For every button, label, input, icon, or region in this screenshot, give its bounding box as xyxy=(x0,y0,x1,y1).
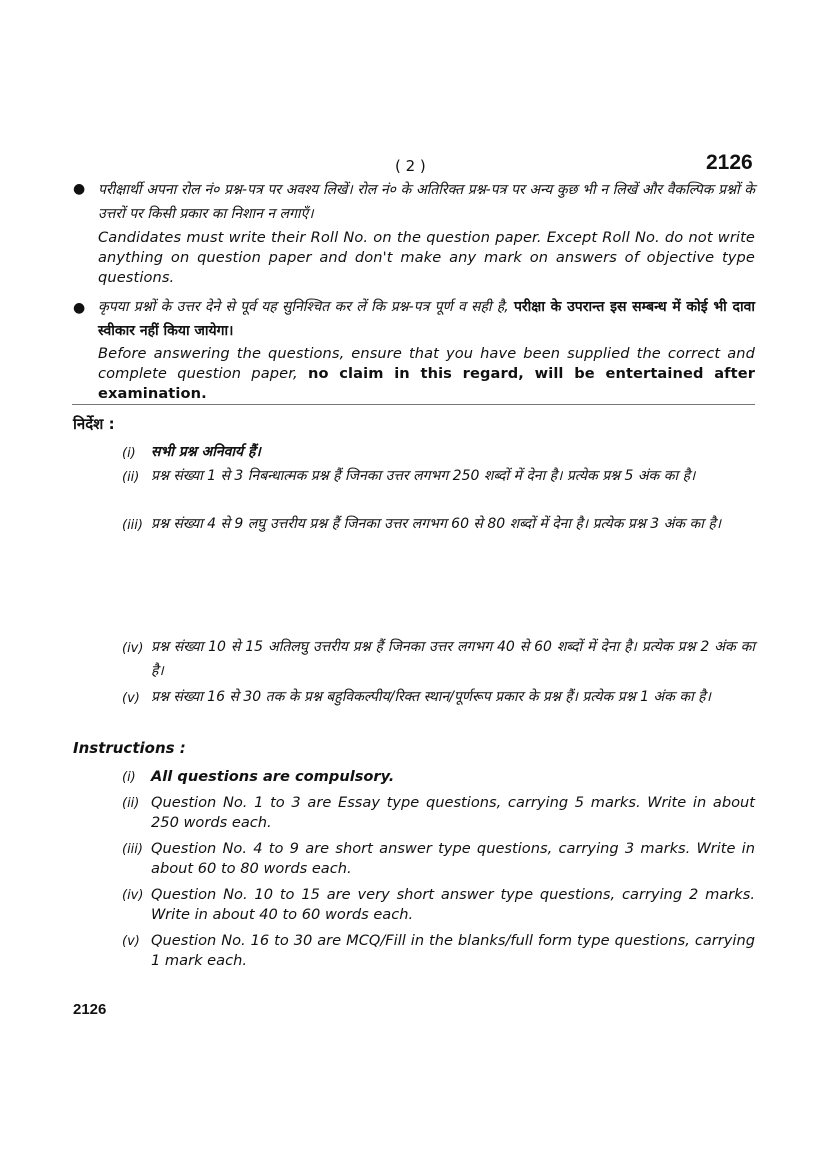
paper-code: 2126 xyxy=(706,151,753,174)
instruction-num: (i) xyxy=(122,770,136,785)
hindi-item-num: (i) xyxy=(122,446,136,461)
hindi-item: प्रश्न संख्या 4 से 9 लघु उत्तरीय प्रश्न हैं जिनका उत्तर लगभग 60 से 80 शब्दों में देना है। प्रत्येक प्रश्न 3 अंक का है। xyxy=(151,516,722,532)
instructions-heading: Instructions : xyxy=(73,739,186,757)
instruction-item: Question No. 16 to 30 are MCQ/Fill in the blanks/full form type questions, carrying 1 mark each. xyxy=(151,932,755,969)
hindi-item-num: (v) xyxy=(122,691,140,706)
instruction-item: All questions are compulsory. xyxy=(151,768,395,785)
note-1-english: Candidates must write their Roll No. on the question paper. Except Roll No. do not write anything on question paper and don't make any mark on answers of objective type questions. xyxy=(98,229,755,286)
bullet-icon: ● xyxy=(73,300,86,316)
note-2-english-bold: no claim in this regard, will be entertained after examination. xyxy=(98,365,755,402)
instruction-item: Question No. 10 to 15 are very short answer type questions, carrying 2 marks. Write in about 40 to 60 words each. xyxy=(151,886,755,923)
note-1-hindi: परीक्षार्थी अपना रोल नं० प्रश्न-पत्र पर अवश्य लिखें। रोल नं० के अतिरिक्त प्रश्न-पत्र पर अन्य कुछ भी न लिखें और वैकल्पिक प्रश्नों के उत्तरों पर किसी प्रकार का निशान न लगाएँ। xyxy=(98,182,755,222)
instruction-num: (ii) xyxy=(122,796,140,811)
hindi-item-num: (iii) xyxy=(122,518,143,533)
hindi-item-num: (iv) xyxy=(122,641,144,656)
note-2-hindi xyxy=(98,295,755,343)
instruction-num: (iv) xyxy=(122,888,144,903)
instruction-item: Question No. 1 to 3 are Essay type questions, carrying 5 marks. Write in about 250 words each. xyxy=(151,794,755,831)
footer-paper-code: 2126 xyxy=(73,1001,107,1018)
hindi-item: प्रश्न संख्या 16 से 30 तक के प्रश्न बहुविकल्पीय/रिक्त स्थान/पूर्णरूप प्रकार के प्रश्न हैं। प्रत्येक प्रश्न 1 अंक का है। xyxy=(151,689,711,705)
note-2-hindi-plain: कृपया प्रश्नों के उत्तर देने से पूर्व यह सुनिश्चित कर लें कि प्रश्न-पत्र पूर्ण व सही है, xyxy=(98,299,509,315)
instruction-num: (v) xyxy=(122,934,140,949)
hindi-item-num: (ii) xyxy=(122,470,140,485)
note-2-hindi-bold: परीक्षा के उपरान्त इस सम्बन्ध में कोई भी दावा स्वीकार नहीं किया जायेगा। xyxy=(98,299,755,339)
page-number: ( 2 ) xyxy=(395,157,426,175)
instruction-item: Question No. 4 to 9 are short answer type questions, carrying 3 marks. Write in about 60 to 80 words each. xyxy=(151,840,755,877)
instruction-num: (iii) xyxy=(122,842,143,857)
hindi-item: सभी प्रश्न अनिवार्य हैं। xyxy=(151,444,261,460)
bullet-icon: ● xyxy=(73,181,86,197)
divider xyxy=(72,404,755,405)
note-2-english-plain: Before answering the questions, ensure that you have been supplied the correct and complete question paper, xyxy=(98,345,755,382)
hindi-item: प्रश्न संख्या 10 से 15 अतिलघु उत्तरीय प्रश्न हैं जिनका उत्तर लगभग 40 से 60 शब्दों में देना है। प्रत्येक प्रश्न 2 अंक का है। xyxy=(151,639,755,679)
hindi-item: प्रश्न संख्या 1 से 3 निबन्धात्मक प्रश्न हैं जिनका उत्तर लगभग 250 शब्दों में देना है। प्रत्येक प्रश्न 5 अंक का है। xyxy=(151,468,696,484)
hindi-instructions-heading: निर्देश : xyxy=(73,415,115,433)
note-2-english xyxy=(98,344,755,404)
